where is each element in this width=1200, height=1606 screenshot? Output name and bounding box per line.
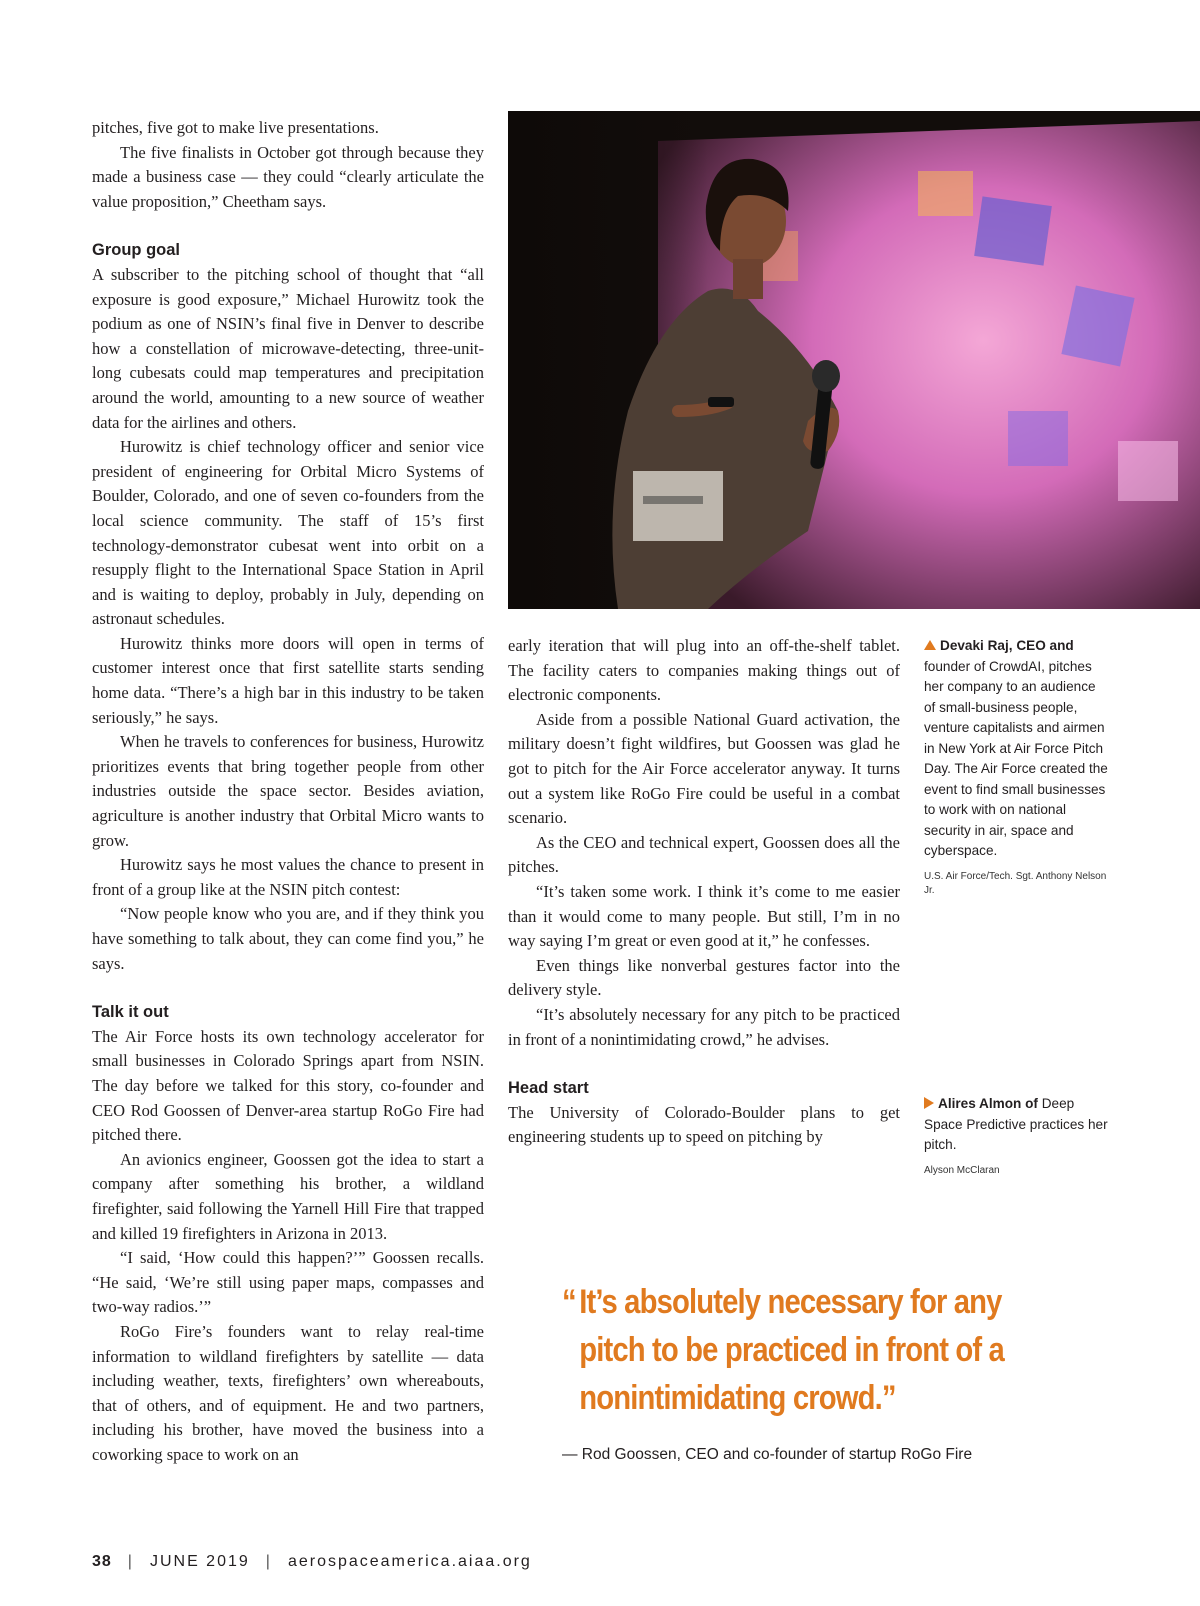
paragraph: Hurowitz is chief technology officer and senior vice president of engineering for Orbital Micro Systems of Boulder, Colorado, and one of seven co-founders from the local science community. The staff of 15’s first technology-demonstrator cubesat went into orbit on a resupply flight to the International Space Station in April and is waiting to deploy, probably in July, depending on astronaut schedules. (92, 437, 484, 629)
website-link[interactable]: aerospaceamerica.aiaa.org (287, 1553, 532, 1570)
caption-1-lead: Devaki Raj, CEO and (940, 638, 1074, 653)
paragraph: “It’s taken some work. I think it’s come to me easier than it would come to many people. But still, I’m in no way saying I’m great or even good at it,” he confesses. (508, 881, 900, 951)
footer-separator: | (127, 1553, 134, 1570)
article-left-column (92, 116, 484, 1467)
paragraph: The five finalists in October got through because they made a business case — they could “clearly articulate the value proposition,” Cheetham says. (92, 142, 484, 211)
speaker-photo-illustration (508, 111, 1200, 609)
paragraph: “Now people know who you are, and if they think you have something to talk about, they can come find you,” he says. (92, 904, 484, 973)
page-number: 38 (92, 1553, 112, 1570)
paragraph: When he travels to conferences for business, Hurowitz prioritizes events that bring together people from other industries outside the space sector. Besides aviation, agriculture is another industry that Orbital Micro wants to grow. (92, 732, 484, 850)
section-heading: Talk it out (92, 1003, 169, 1022)
page-footer (92, 1553, 532, 1571)
caption-2-text: Deep Space Predictive practices her pitch. (924, 1096, 1108, 1152)
section-heading: Group goal (92, 241, 180, 260)
paragraph: The University of Colorado-Boulder plans to get engineering students up to speed on pitching by (508, 1102, 900, 1147)
triangle-up-icon (924, 640, 936, 650)
photo-caption-1 (924, 636, 1108, 898)
pull-quote-attribution: — Rod Goossen, CEO and co-founder of startup RoGo Fire (562, 1446, 973, 1463)
paragraph: “I said, ‘How could this happen?’” Goossen recalls. “He said, ‘We’re still using paper maps, compasses and two-way radios.’” (92, 1248, 484, 1317)
pull-quote (562, 1278, 1009, 1422)
triangle-right-icon (924, 1097, 934, 1109)
speaker-photo (508, 111, 1200, 609)
paragraph: “It’s absolutely necessary for any pitch to be practiced in front of a nonintimidating crowd,” he advises. (508, 1004, 900, 1049)
caption-1-credit: U.S. Air Force/Tech. Sgt. Anthony Nelson Jr. (924, 870, 1107, 896)
pull-quote-text: It’s absolutely necessary for any pitch to be practiced in front of a nonintimidating crowd.” (579, 1283, 1004, 1417)
paragraph: RoGo Fire’s founders want to relay real-time information to wildland firefighters by satellite — data including weather, texts, firefighters’ own whereabouts, that of others, and of equipment. He and two partners, including his brother, have moved the business into a coworking space to work on an (92, 1321, 484, 1464)
paragraph: Aside from a possible National Guard activation, the military doesn’t fight wildfires, but Goossen was glad he got to pitch for the Air Force accelerator anyway. It turns out a system like RoGo Fire could be useful in a combat scenario. (508, 709, 900, 828)
paragraph: Hurowitz thinks more doors will open in terms of customer interest once that first satellite starts sending home data. “There’s a high bar in this industry to be taken seriously,” he says. (92, 633, 484, 727)
issue-date: JUNE 2019 (149, 1553, 250, 1570)
paragraph: Hurowitz says he most values the chance to present in front of a group like at the NSIN pitch contest: (92, 855, 484, 899)
paragraph: pitches, five got to make live presentations. (92, 118, 379, 137)
caption-2-credit: Alyson McClaran (924, 1164, 1000, 1176)
caption-1-text: founder of CrowdAI, pitches her company to an audience of small-business people, venture capitalists and airmen in New York at Air Force Pitch Day. The Air Force created the event to find small businesses to work with on national security in air, space and cyberspace. (924, 658, 1108, 858)
section-heading: Head start (508, 1079, 589, 1098)
paragraph: The Air Force hosts its own technology accelerator for small businesses in Colorado Springs apart from NSIN. The day before we talked for this story, co-founder and CEO Rod Goossen of Denver-area startup RoGo Fire had pitched there. (92, 1026, 484, 1145)
footer-separator: | (265, 1553, 272, 1570)
paragraph: An avionics engineer, Goossen got the idea to start a company after something his brother, a wildland firefighter, said following the Yarnell Hill Fire that trapped and killed 19 firefighters in Arizona in 2013. (92, 1149, 484, 1243)
paragraph: As the CEO and technical expert, Goossen does all the pitches. (508, 832, 900, 877)
paragraph: Even things like nonverbal gestures factor into the delivery style. (508, 955, 900, 1000)
photo-caption-2 (924, 1094, 1108, 1178)
article-middle-column (508, 634, 900, 1150)
caption-2-lead: Alires Almon of (938, 1096, 1038, 1111)
paragraph: early iteration that will plug into an off-the-shelf tablet. The facility caters to companies making things out of electronic components. (508, 636, 900, 705)
paragraph: A subscriber to the pitching school of thought that “all exposure is good exposure,” Michael Hurowitz took the podium as one of NSIN’s final five in Denver to describe how a constellation of microwave-detecting, three-unit-long cubesats could map temperatures and precipitation around the world, amounting to a new source of weather data for the airlines and others. (92, 264, 484, 432)
pull-quote-open-mark: “ (562, 1283, 576, 1321)
